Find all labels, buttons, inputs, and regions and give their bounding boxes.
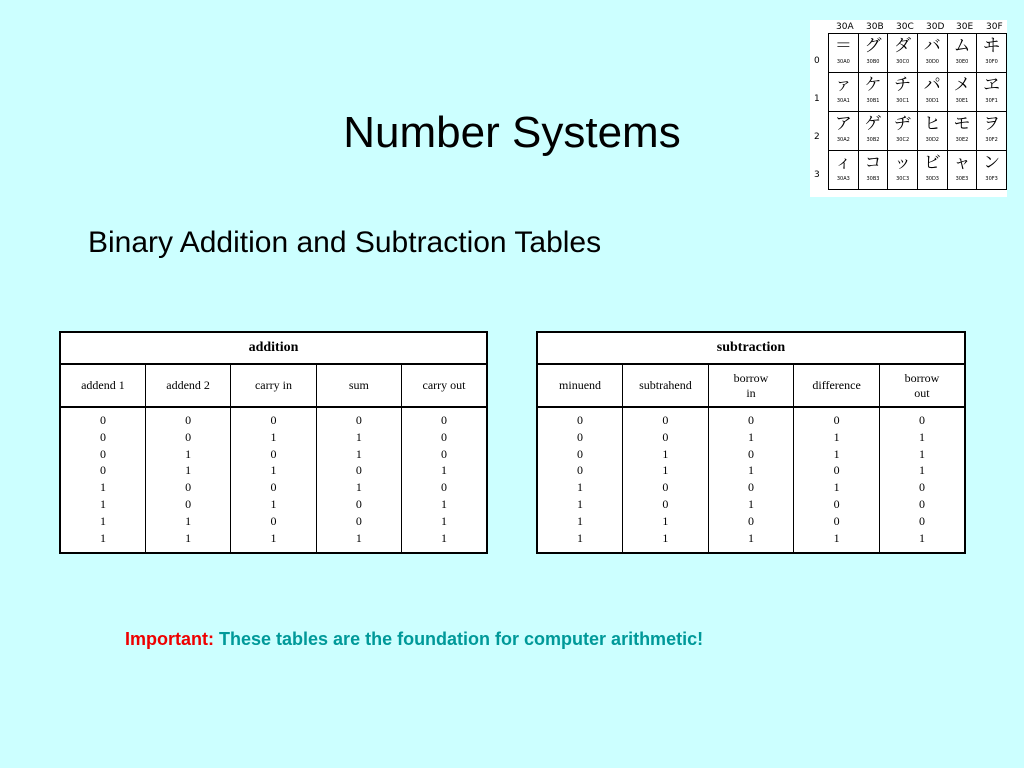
bit-cell: 1 (833, 429, 840, 444)
bit-cell: 0 (270, 446, 277, 461)
kana-grid (828, 33, 1007, 190)
kana-codepoint: 30F1 (985, 98, 998, 104)
bit-cell: 1 (577, 480, 584, 495)
kana-codepoint: 30C1 (896, 98, 910, 104)
bit-cell: 1 (355, 429, 362, 444)
bit-cell: 0 (270, 513, 277, 528)
bit-cell: 0 (441, 480, 448, 495)
bit-column (402, 407, 487, 553)
column-header: difference (794, 364, 880, 407)
bit-column (145, 407, 230, 553)
bit-cell: 0 (833, 496, 840, 511)
kana-col-header: 30E (956, 22, 974, 32)
kana-cell (947, 151, 977, 190)
bit-cell: 0 (441, 446, 448, 461)
bit-cell: 0 (918, 496, 925, 511)
kana-row-label: 0 (814, 56, 820, 66)
bit-cell: 1 (918, 446, 925, 461)
column-header: carry out (402, 364, 487, 407)
kana-glyph: モ (953, 114, 971, 134)
kana-codepoint: 30D1 (925, 98, 939, 104)
bit-cell: 1 (577, 513, 584, 528)
bit-column (708, 407, 794, 553)
bit-cell: 0 (918, 480, 925, 495)
kana-col-header: 30D (926, 22, 945, 32)
kana-glyph: メ (953, 75, 971, 95)
bit-cell: 1 (577, 530, 584, 545)
kana-cell (977, 151, 1007, 190)
bit-cell: 0 (577, 463, 584, 478)
bit-cell: 0 (662, 429, 669, 444)
bit-cell: 1 (747, 530, 754, 545)
bit-cell: 1 (833, 530, 840, 545)
note-text: These tables are the foundation for computer arithmetic! (214, 629, 704, 649)
bit-cell: 0 (747, 446, 754, 461)
bit-cell: 1 (441, 513, 448, 528)
column-header: borrow out (879, 364, 965, 407)
kana-cell (858, 34, 888, 73)
bit-cell: 1 (747, 429, 754, 444)
bit-cell: 0 (577, 413, 584, 427)
kana-glyph: ッ (894, 153, 912, 173)
bit-cell: 0 (441, 413, 448, 427)
kana-cell (888, 112, 918, 151)
kana-codepoint: 30F2 (985, 137, 998, 143)
bit-column (794, 407, 880, 553)
kana-codepoint: 30D2 (925, 137, 939, 143)
kana-codepoint: 30A0 (836, 59, 850, 65)
kana-col-header: 30C (896, 22, 914, 32)
bit-column (231, 407, 316, 553)
bit-cell: 1 (918, 530, 925, 545)
bit-cell: 0 (270, 480, 277, 495)
bit-cell: 0 (99, 463, 106, 478)
bit-cell: 1 (577, 496, 584, 511)
bit-cell: 1 (662, 446, 669, 461)
bit-cell: 1 (833, 480, 840, 495)
kana-codepoint: 30F0 (985, 59, 998, 65)
kana-codepoint: 30B2 (866, 137, 880, 143)
bit-cell: 0 (99, 446, 106, 461)
kana-cell (829, 151, 859, 190)
kana-cell (917, 34, 947, 73)
kana-glyph: ャ (953, 153, 971, 173)
bit-cell: 0 (747, 513, 754, 528)
bit-cell: 0 (833, 513, 840, 528)
kana-codepoint: 30C0 (896, 59, 910, 65)
bit-cell: 0 (833, 463, 840, 478)
kana-glyph: ヒ (923, 114, 941, 134)
bit-cell: 0 (185, 429, 192, 444)
slide-title: Number Systems (343, 108, 681, 157)
kana-glyph: ヂ (894, 114, 912, 134)
kana-cell (858, 112, 888, 151)
kana-glyph: ヲ (983, 114, 1001, 134)
kana-codepoint: 30B1 (866, 98, 880, 104)
bit-cell: 0 (662, 480, 669, 495)
addition-caption: addition (60, 332, 487, 364)
bit-cell: 0 (747, 413, 754, 427)
kana-codepoint: 30A3 (836, 176, 850, 182)
kana-col-header: 30F (986, 22, 1003, 32)
bit-cell: 0 (355, 496, 362, 511)
kana-glyph: ダ (894, 36, 912, 56)
bit-column (879, 407, 965, 553)
bit-cell: 0 (355, 413, 362, 427)
bit-cell: 0 (99, 429, 106, 444)
bit-cell: 0 (185, 480, 192, 495)
bit-cell: 1 (355, 530, 362, 545)
bit-cell: 1 (99, 513, 106, 528)
kana-codepoint: 30D0 (925, 59, 939, 65)
addition-table (59, 331, 488, 554)
bit-cell: 1 (185, 530, 192, 545)
subtraction-table (536, 331, 966, 554)
kana-cell (829, 34, 859, 73)
bit-cell: 1 (99, 496, 106, 511)
bit-cell: 0 (577, 446, 584, 461)
slide-subtitle: Binary Addition and Subtraction Tables (88, 226, 602, 259)
bit-cell: 1 (185, 513, 192, 528)
kana-glyph: ィ (834, 153, 852, 173)
bit-cell: 1 (355, 446, 362, 461)
kana-cell (917, 151, 947, 190)
bit-cell: 1 (662, 513, 669, 528)
kana-cell (888, 34, 918, 73)
kana-codepoint: 30B0 (866, 59, 880, 65)
kana-cell (947, 73, 977, 112)
kana-row-label: 1 (814, 94, 820, 104)
bit-cell: 0 (833, 413, 840, 427)
bit-cell: 0 (662, 496, 669, 511)
kana-codepoint: 30C3 (896, 176, 910, 182)
bit-column (60, 407, 145, 553)
important-note (125, 629, 703, 650)
kana-glyph: グ (864, 36, 882, 56)
bit-cell: 1 (441, 463, 448, 478)
kana-glyph: ビ (923, 153, 941, 173)
kana-cell (888, 73, 918, 112)
kana-cell (858, 151, 888, 190)
kana-glyph: ヱ (983, 75, 1001, 95)
kana-col-header: 30B (866, 22, 884, 32)
column-header: carry in (231, 364, 316, 407)
bit-cell: 1 (441, 530, 448, 545)
column-header: addend 1 (60, 364, 145, 407)
bit-cell: 0 (270, 413, 277, 427)
note-lead: Important: (125, 629, 214, 649)
bit-cell: 1 (185, 446, 192, 461)
kana-codepoint: 30A2 (836, 137, 850, 143)
kana-glyph: ゲ (864, 114, 882, 134)
bit-cell: 1 (99, 480, 106, 495)
kana-glyph: ム (953, 36, 971, 56)
kana-cell (977, 34, 1007, 73)
column-header: sum (316, 364, 401, 407)
bit-cell: 0 (355, 513, 362, 528)
bit-column (316, 407, 401, 553)
bit-cell: 1 (918, 429, 925, 444)
kana-glyph: ン (983, 153, 1001, 173)
katakana-chart (810, 20, 1007, 197)
bit-cell: 0 (918, 413, 925, 427)
bit-cell: 1 (662, 530, 669, 545)
column-header: addend 2 (145, 364, 230, 407)
column-header: borrow in (708, 364, 794, 407)
kana-glyph: ケ (864, 75, 882, 95)
kana-glyph: ア (834, 114, 852, 134)
kana-cell (947, 34, 977, 73)
kana-cell (829, 73, 859, 112)
kana-cell (977, 73, 1007, 112)
kana-cell (917, 73, 947, 112)
kana-cell (888, 151, 918, 190)
bit-cell: 1 (747, 463, 754, 478)
kana-cell (947, 112, 977, 151)
bit-cell: 1 (270, 429, 277, 444)
bit-cell: 1 (747, 496, 754, 511)
bit-cell: 0 (441, 429, 448, 444)
bit-column (537, 407, 623, 553)
kana-codepoint: 30E1 (955, 98, 969, 104)
bit-cell: 1 (355, 480, 362, 495)
bit-cell: 0 (99, 413, 106, 427)
kana-glyph: チ (894, 75, 912, 95)
kana-glyph: パ (923, 75, 941, 95)
kana-codepoint: 30B3 (866, 176, 880, 182)
kana-cell (858, 73, 888, 112)
bit-cell: 0 (355, 463, 362, 478)
kana-cell (829, 112, 859, 151)
bit-cell: 0 (185, 496, 192, 511)
bit-cell: 1 (918, 463, 925, 478)
bit-cell: 1 (441, 496, 448, 511)
kana-row-label: 2 (814, 132, 820, 142)
bit-cell: 0 (185, 413, 192, 427)
kana-glyph: コ (864, 153, 882, 173)
bit-cell: 0 (918, 513, 925, 528)
kana-codepoint: 30E2 (955, 137, 969, 143)
kana-codepoint: 30E3 (955, 176, 969, 182)
kana-codepoint: 30F3 (985, 176, 998, 182)
bit-cell: 0 (662, 413, 669, 427)
subtraction-caption: subtraction (537, 332, 965, 364)
bit-cell: 1 (185, 463, 192, 478)
bit-cell: 1 (270, 463, 277, 478)
bit-cell: 1 (270, 496, 277, 511)
bit-cell: 1 (833, 446, 840, 461)
bit-cell: 1 (270, 530, 277, 545)
bit-cell: 0 (747, 480, 754, 495)
kana-col-header: 30A (836, 22, 854, 32)
kana-codepoint: 30E0 (955, 59, 969, 65)
kana-glyph: ＝ (834, 36, 852, 56)
bit-cell: 0 (577, 429, 584, 444)
kana-glyph: ァ (834, 75, 852, 95)
kana-row-label: 3 (814, 170, 820, 180)
column-header: minuend (537, 364, 623, 407)
bit-cell: 1 (662, 463, 669, 478)
kana-cell (917, 112, 947, 151)
kana-cell (977, 112, 1007, 151)
bit-cell: 1 (99, 530, 106, 545)
column-header: subtrahend (623, 364, 709, 407)
kana-codepoint: 30A1 (836, 98, 850, 104)
kana-glyph: バ (923, 36, 941, 56)
bit-column (623, 407, 709, 553)
kana-codepoint: 30C2 (896, 137, 910, 143)
kana-codepoint: 30D3 (925, 176, 939, 182)
kana-glyph: ヰ (983, 36, 1001, 56)
